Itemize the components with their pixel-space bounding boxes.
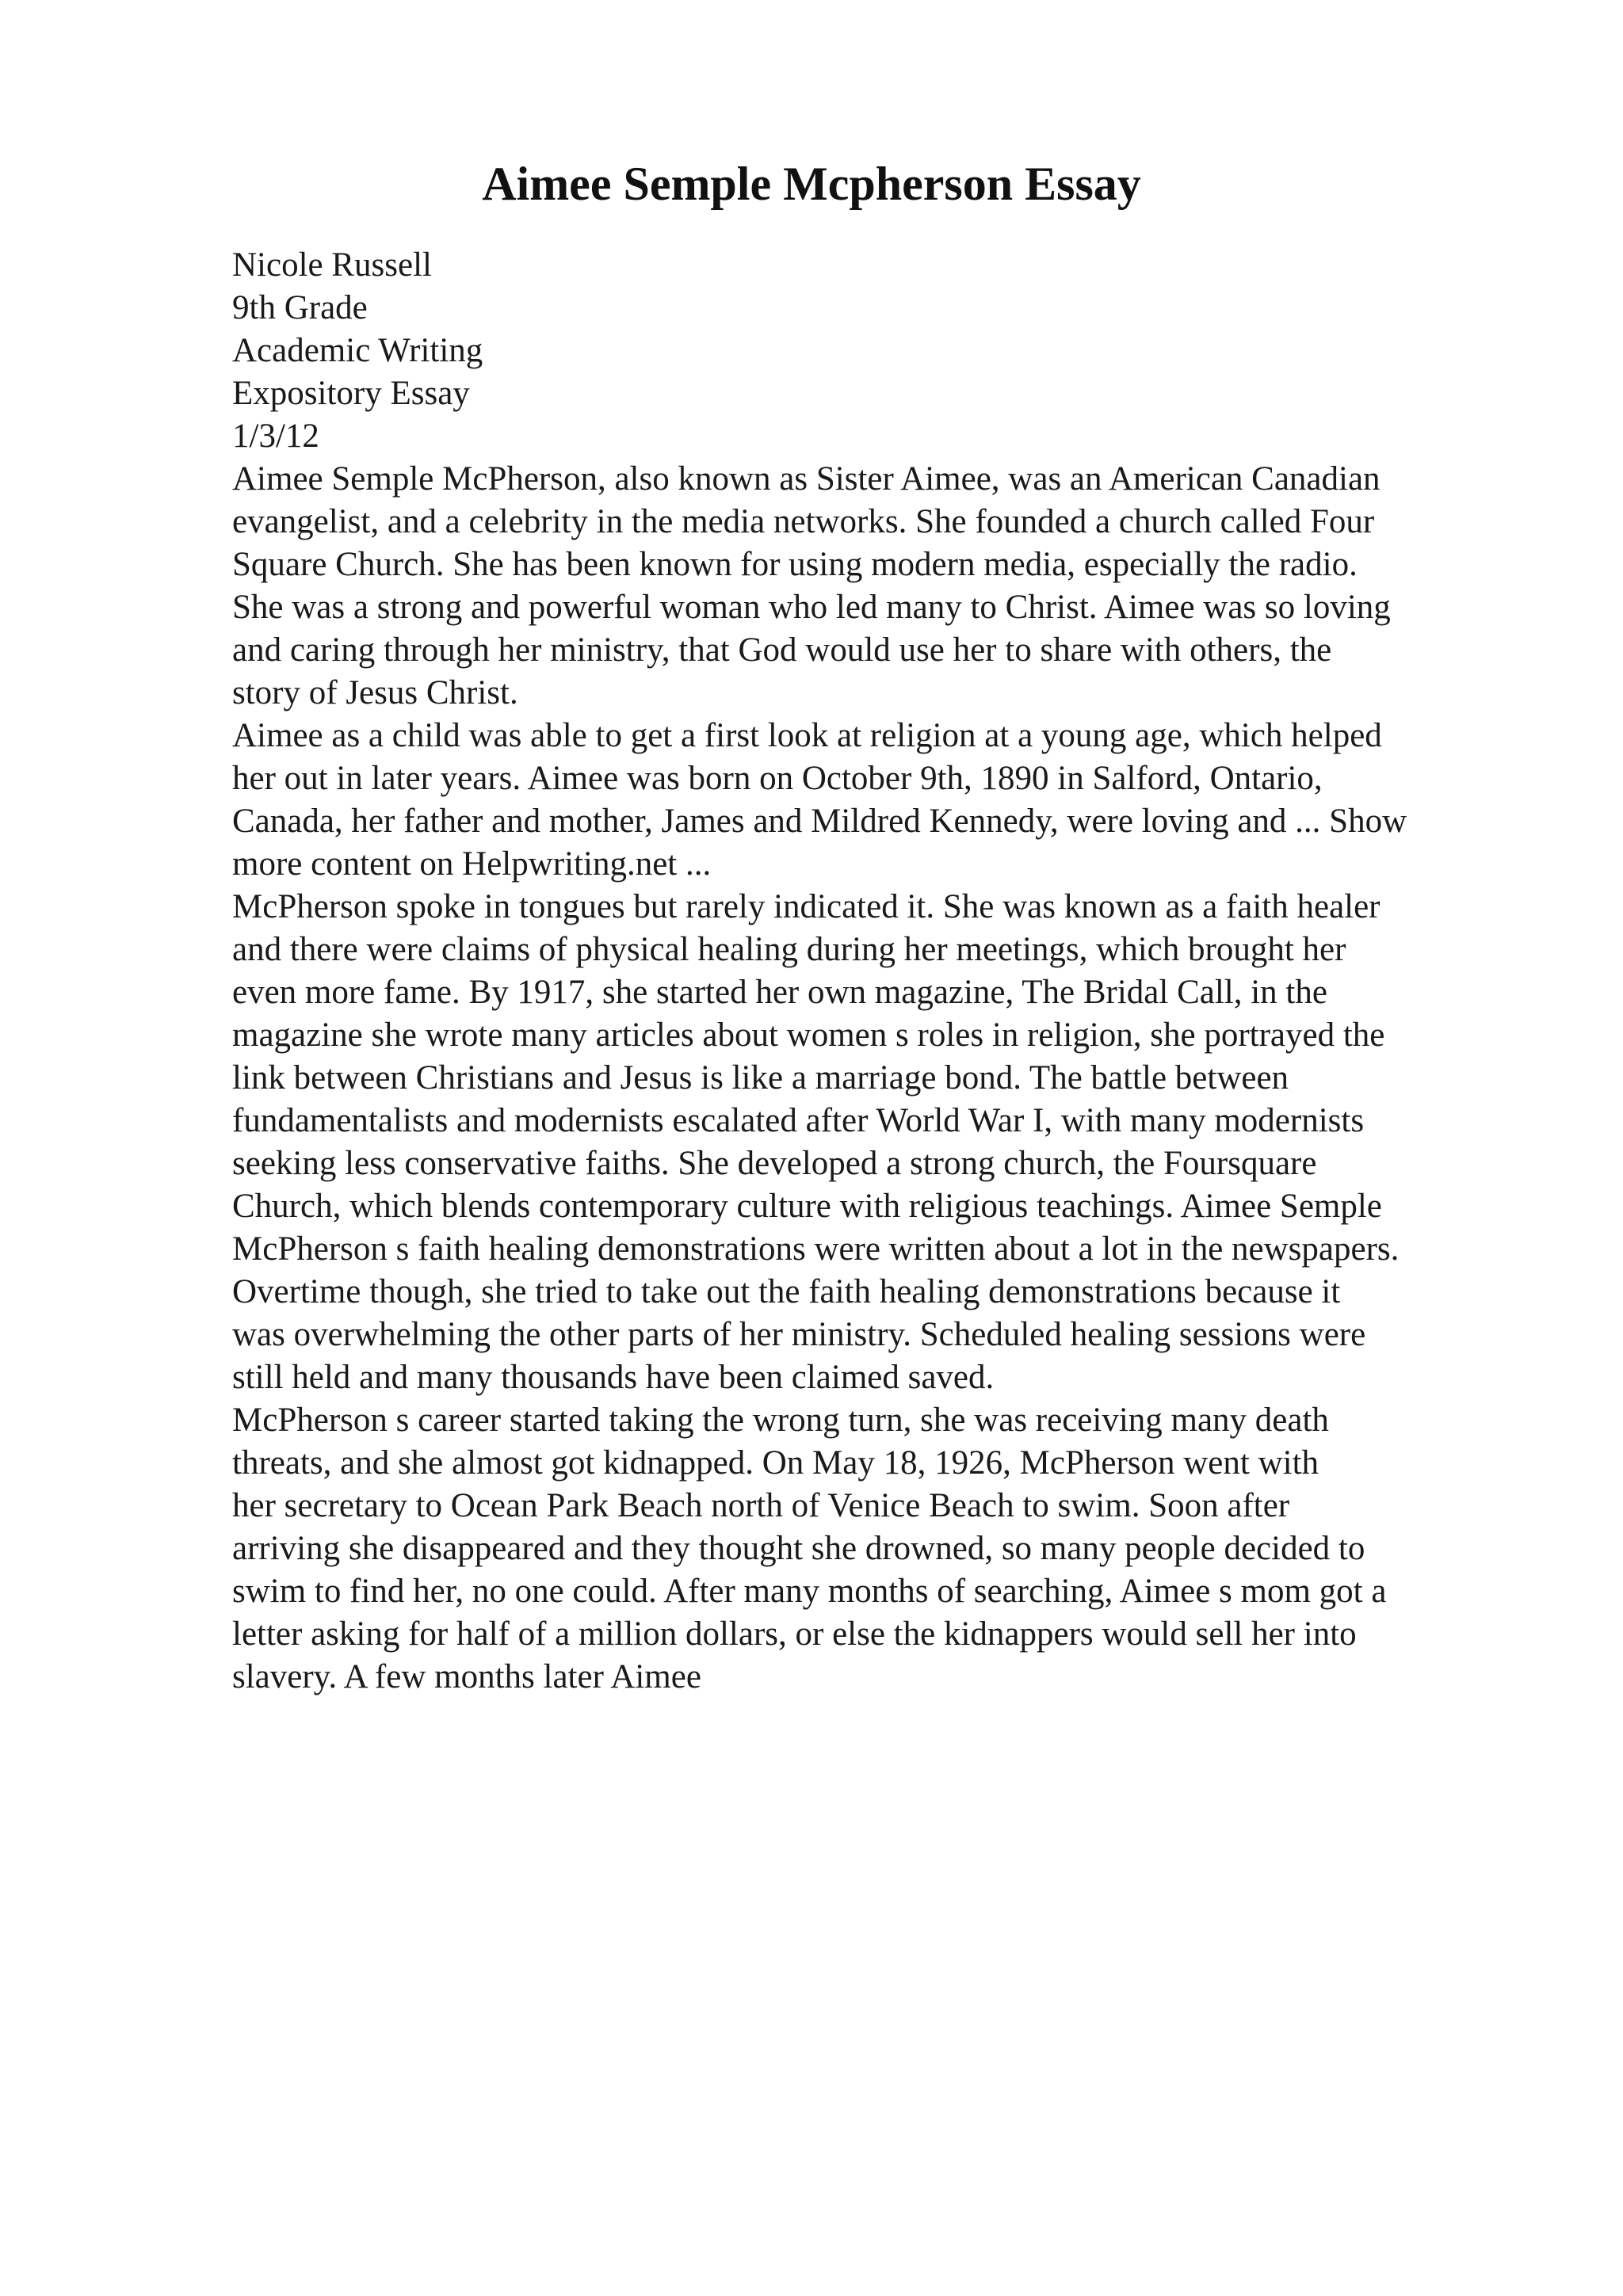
document-date: 1/3/12: [232, 418, 319, 455]
text-line: link between Christians and Jesus is like a marriage bond. The battle between: [232, 1059, 1289, 1097]
text-line: slavery. A few months later Aimee: [232, 1658, 701, 1695]
text-line: Aimee as a child was able to get a first look at religion at a young age, which helped: [232, 717, 1382, 754]
text-line: She was a strong and powerful woman who led many to Christ. Aimee was so loving: [232, 589, 1391, 626]
text-line: McPherson spoke in tongues but rarely indicated it. She was known as a faith healer: [232, 888, 1381, 925]
text-line: McPherson s career started taking the wrong turn, she was receiving many death: [232, 1402, 1329, 1439]
text-line: McPherson s faith healing demonstrations were written about a lot in the newspapers.: [232, 1230, 1400, 1268]
text-line: more content on Helpwriting.net ...: [232, 845, 712, 883]
text-line: Church, which blends contemporary culture with religious teachings. Aimee Semple: [232, 1188, 1382, 1225]
text-line: was overwhelming the other parts of her ministry. Scheduled healing sessions were: [232, 1316, 1366, 1353]
assignment-type: Expository Essay: [232, 375, 470, 412]
text-line: and there were claims of physical healing during her meetings, which brought her: [232, 931, 1346, 968]
text-line: Canada, her father and mother, James and Mildred Kennedy, were loving and ... Show: [232, 803, 1407, 840]
text-line: letter asking for half of a million dollars, or else the kidnappers would sell her into: [232, 1615, 1357, 1653]
text-line: Overtime though, she tried to take out the faith healing demonstrations because it: [232, 1273, 1341, 1310]
document-body: [232, 244, 1516, 1699]
text-line: Aimee Semple McPherson, also known as Sister Aimee, was an American Canadian: [232, 460, 1381, 498]
text-line: her secretary to Ocean Park Beach north of Venice Beach to swim. Soon after: [232, 1487, 1290, 1524]
text-line: arriving she disappeared and they thought she drowned, so many people decided to: [232, 1530, 1365, 1567]
author-name: Nicole Russell: [232, 246, 432, 284]
document-title: Aimee Semple Mcpherson Essay: [482, 158, 1141, 210]
grade-level: 9th Grade: [232, 289, 368, 326]
text-line: seeking less conservative faiths. She developed a strong church, the Foursquare: [232, 1145, 1317, 1182]
text-line: and caring through her ministry, that God would use her to share with others, the: [232, 631, 1332, 669]
text-line: magazine she wrote many articles about women s roles in religion, she portrayed the: [232, 1016, 1385, 1054]
text-line: her out in later years. Aimee was born on October 9th, 1890 in Salford, Ontario,: [232, 760, 1323, 797]
text-line: still held and many thousands have been claimed saved.: [232, 1359, 995, 1396]
text-line: evangelist, and a celebrity in the media networks. She founded a church called Four: [232, 503, 1375, 540]
text-line: swim to find her, no one could. After many months of searching, Aimee s mom got a: [232, 1573, 1387, 1610]
text-line: story of Jesus Christ.: [232, 674, 518, 711]
text-line: Square Church. She has been known for using modern media, especially the radio.: [232, 546, 1358, 583]
course-name: Academic Writing: [232, 332, 483, 369]
text-line: even more fame. By 1917, she started her own magazine, The Bridal Call, in the: [232, 974, 1327, 1011]
text-line: fundamentalists and modernists escalated after World War I, with many modernists: [232, 1102, 1365, 1139]
text-line: threats, and she almost got kidnapped. On May 18, 1926, McPherson went with: [232, 1444, 1319, 1482]
